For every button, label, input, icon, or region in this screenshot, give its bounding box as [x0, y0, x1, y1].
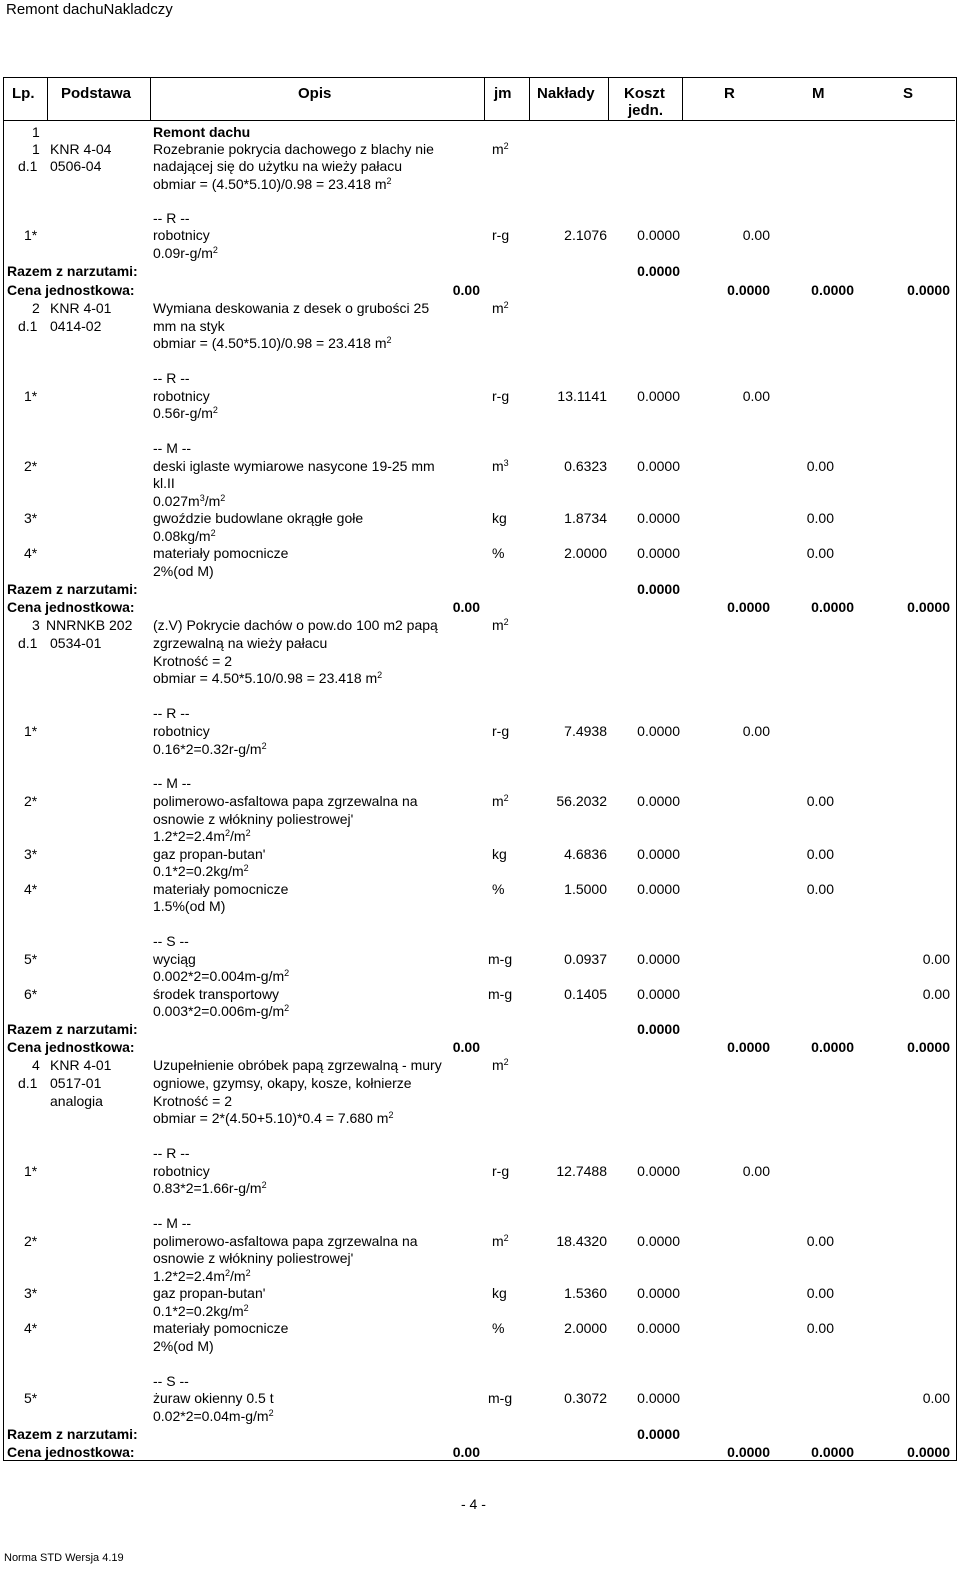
resource-jm: m-g: [488, 951, 513, 967]
razem-label: Razem z narzutami:: [7, 263, 138, 279]
m-group-label: -- M --: [153, 1215, 192, 1231]
position-3-lp2: d.1: [18, 635, 38, 651]
cena-m: 0.0000: [811, 282, 854, 298]
resource-jm: %: [492, 545, 505, 561]
cena-r: 0.0000: [727, 599, 770, 615]
position-1-base: KNR 4-04: [50, 141, 112, 157]
resource-jm: kg: [492, 510, 507, 526]
s-group-label: -- S --: [153, 1373, 189, 1389]
resource-price: 0.0000: [637, 388, 680, 404]
section-title: Remont dachu: [153, 124, 251, 140]
position-1-desc: Rozebranie pokrycia dachowego z blachy nie: [153, 141, 434, 157]
resource-price: 0.0000: [637, 1163, 680, 1179]
razem-value: 0.0000: [637, 1426, 680, 1442]
resource-price: 0.0000: [637, 846, 680, 862]
resource-price: 0.0000: [637, 793, 680, 809]
s-group-label: -- S --: [153, 933, 189, 949]
page-number: - 4 -: [461, 1496, 486, 1512]
position-3-desc: (z.V) Pokrycie dachów o pow.do 100 m2 papą: [153, 617, 438, 633]
position-3-base2: 0534-01: [50, 635, 102, 651]
resource-no: 6*: [24, 986, 38, 1002]
position-4-desc: Uzupełnienie obróbek papą zgrzewalną - mury: [153, 1057, 442, 1073]
cena-s: 0.0000: [907, 282, 950, 298]
header-koszt: Koszt: [624, 85, 665, 102]
position-4-obmiar: obmiar = 2*(4.50+5.10)*0.4 = 7.680 $m^2$: [153, 1110, 394, 1126]
resource-jm: r-g: [492, 1163, 510, 1179]
cena-value: 0.00: [452, 1039, 480, 1055]
resource-value-m: 0.00: [806, 846, 834, 862]
cena-label: Cena jednostkowa:: [7, 1039, 135, 1055]
cena-m: 0.0000: [811, 599, 854, 615]
resource-norm: $0.08kg/m^2$: [153, 528, 216, 544]
resource-norm: $0.16*2=0.32r-g/m^2$: [153, 741, 267, 757]
header-podstawa: Podstawa: [61, 85, 132, 102]
resource-norm: $0.003*2=0.006m-g/m^2$: [153, 1003, 290, 1019]
cena-value: 0.00: [452, 1444, 480, 1460]
cena-label: Cena jednostkowa:: [7, 282, 135, 298]
resource-jm: kg: [492, 846, 507, 862]
cena-m: 0.0000: [811, 1039, 854, 1055]
resource-price: 0.0000: [637, 227, 680, 243]
position-4-lp2: d.1: [18, 1075, 38, 1091]
section-number: 1: [32, 124, 40, 140]
resource-jm: $m^3$: [492, 458, 509, 474]
position-1-lp2: d.1: [18, 158, 38, 174]
resource-norm: $1.2*2=2.4m^2/m^2$: [153, 1268, 251, 1284]
resource-name: gaz propan-butan': [153, 1285, 266, 1301]
resource-no: 4*: [24, 545, 38, 561]
resource-qty: 13.1141: [557, 388, 607, 404]
resource-no: 4*: [24, 1320, 38, 1336]
resource-name: materiały pomocnicze: [153, 1320, 289, 1336]
razem-value: 0.0000: [637, 581, 680, 597]
resource-name: robotnicy: [153, 1163, 210, 1179]
position-4-krotnosc: Krotność = 2: [153, 1093, 232, 1109]
resource-value-m: 0.00: [806, 1285, 834, 1301]
position-3-desc2: zgrzewalną na wieży pałacu: [153, 635, 328, 651]
cena-value: 0.00: [452, 282, 480, 298]
position-3-krotnosc: Krotność = 2: [153, 653, 232, 669]
header-s: S: [903, 85, 914, 102]
resource-norm: $0.1*2=0.2kg/m^2$: [153, 863, 249, 879]
resource-no: 2*: [24, 793, 38, 809]
resource-price: 0.0000: [637, 986, 680, 1002]
resource-qty: 0.1405: [564, 986, 607, 1002]
header-r: R: [724, 85, 735, 102]
cena-m: 0.0000: [811, 1444, 854, 1460]
resource-no: 5*: [24, 951, 38, 967]
resource-norm: 2%(od M): [153, 563, 214, 579]
cena-s: 0.0000: [907, 1444, 950, 1460]
m-group-label: -- M --: [153, 440, 192, 456]
position-1-obmiar: obmiar = (4.50*5.10)/0.98 = 23.418 $m^2$: [153, 176, 392, 192]
resource-norm: $0.1*2=0.2kg/m^2$: [153, 1303, 249, 1319]
resource-name: materiały pomocnicze: [153, 545, 289, 561]
resource-price: 0.0000: [637, 1285, 680, 1301]
position-3-base: NNRNKB 202: [46, 617, 133, 633]
resource-jm: m-g: [488, 1390, 513, 1406]
position-1-base2: 0506-04: [50, 158, 102, 174]
position-4-base2: 0517-01: [50, 1075, 102, 1091]
resource-name: polimerowo-asfaltowa papa zgrzewalna na: [153, 1233, 418, 1249]
resource-norm: $0.83*2=1.66r-g/m^2$: [153, 1180, 267, 1196]
resource-name: polimerowo-asfaltowa papa zgrzewalna na: [153, 793, 418, 809]
resource-value-r: 0.00: [742, 388, 770, 404]
resource-no: 3*: [24, 846, 38, 862]
resource-norm: $0.56r-g/m^2$: [153, 405, 218, 421]
resource-price: 0.0000: [637, 458, 680, 474]
resource-value-m: 0.00: [806, 793, 834, 809]
resource-qty: 56.2032: [556, 793, 607, 809]
resource-norm: $0.027m^3/m^2$: [153, 493, 226, 509]
resource-jm: r-g: [492, 227, 510, 243]
resource-name: wyciąg: [153, 951, 196, 967]
resource-price: 0.0000: [637, 545, 680, 561]
resource-qty: 7.4938: [564, 723, 607, 739]
resource-name: środek transportowy: [153, 986, 280, 1002]
resource-price: 0.0000: [637, 510, 680, 526]
resource-norm: $1.2*2=2.4m^2/m^2$: [153, 828, 251, 844]
cena-label: Cena jednostkowa:: [7, 1444, 135, 1460]
razem-label: Razem z narzutami:: [7, 1021, 138, 1037]
razem-value: 0.0000: [637, 1021, 680, 1037]
resource-value-r: 0.00: [742, 227, 770, 243]
position-4-lp: 4: [32, 1057, 40, 1073]
position-4-desc2: ogniowe, gzymsy, okapy, kosze, kołnierze: [153, 1075, 412, 1091]
position-3-obmiar: obmiar = 4.50*5.10/0.98 = 23.418 $m^2$: [153, 670, 383, 686]
resource-name: gwoździe budowlane okrągłe gołe: [153, 510, 364, 526]
position-2-desc2: mm na styk: [153, 318, 225, 334]
resource-qty: 2.0000: [564, 545, 607, 561]
resource-norm: 2%(od M): [153, 1338, 214, 1354]
resource-price: 0.0000: [637, 1320, 680, 1336]
resource-no: 3*: [24, 1285, 38, 1301]
position-1-jm: $m^2$: [492, 141, 509, 157]
resource-jm: %: [492, 1320, 505, 1336]
position-2-lp: 2: [32, 300, 40, 316]
position-2-base2: 0414-02: [50, 318, 102, 334]
resource-no: 3*: [24, 510, 38, 526]
resource-name: żuraw okienny 0.5 t: [153, 1390, 274, 1406]
resource-jm: r-g: [492, 723, 510, 739]
resource-no: 1*: [24, 388, 38, 404]
position-3-lp: 3: [32, 617, 40, 633]
position-2-obmiar: obmiar = (4.50*5.10)/0.98 = 23.418 $m^2$: [153, 335, 392, 351]
resource-no: 2*: [24, 1233, 38, 1249]
razem-label: Razem z narzutami:: [7, 581, 138, 597]
header-opis: Opis: [298, 85, 332, 102]
resource-value-r: 0.00: [742, 723, 770, 739]
resource-value-r: 0.00: [742, 1163, 770, 1179]
header-naklady: Nakłady: [537, 85, 595, 102]
resource-no: 1*: [24, 1163, 38, 1179]
razem-label: Razem z narzutami:: [7, 1426, 138, 1442]
resource-price: 0.0000: [637, 881, 680, 897]
cena-r: 0.0000: [727, 1444, 770, 1460]
resource-qty: 0.0937: [564, 951, 607, 967]
resource-name2: osnowie z włókniny poliestrowej': [153, 1250, 354, 1266]
position-2-lp2: d.1: [18, 318, 38, 334]
resource-value-m: 0.00: [806, 881, 834, 897]
cena-r: 0.0000: [727, 282, 770, 298]
header-jm: jm: [494, 85, 512, 102]
resource-name2: kl.II: [153, 475, 175, 491]
resource-qty: 1.5360: [564, 1285, 607, 1301]
position-2-jm: $m^2$: [492, 300, 509, 316]
resource-value-m: 0.00: [806, 458, 834, 474]
resource-qty: 1.8734: [564, 510, 607, 526]
cena-r: 0.0000: [727, 1039, 770, 1055]
razem-value: 0.0000: [637, 263, 680, 279]
resource-value-s: 0.00: [922, 1390, 950, 1406]
resource-price: 0.0000: [637, 1390, 680, 1406]
resource-value-s: 0.00: [922, 951, 950, 967]
position-4-base3: analogia: [50, 1093, 103, 1109]
resource-jm: $m^2$: [492, 793, 509, 809]
resource-price: 0.0000: [637, 723, 680, 739]
position-2-desc: Wymiana deskowania z desek o grubości 25: [153, 300, 430, 316]
header-lp: Lp.: [12, 85, 35, 102]
resource-value-m: 0.00: [806, 1233, 834, 1249]
position-1-lp: 1: [32, 141, 40, 157]
resource-name: gaz propan-butan': [153, 846, 266, 862]
r-group-label: -- R --: [153, 1145, 190, 1161]
position-4-base: KNR 4-01: [50, 1057, 112, 1073]
header-koszt-jedn: jedn.: [628, 102, 664, 119]
position-4-jm: $m^2$: [492, 1057, 509, 1073]
resource-name: robotnicy: [153, 723, 210, 739]
resource-no: 5*: [24, 1390, 38, 1406]
resource-value-m: 0.00: [806, 1320, 834, 1336]
resource-qty: 12.7488: [556, 1163, 607, 1179]
resource-name: materiały pomocnicze: [153, 881, 289, 897]
resource-norm: $0.002*2=0.004m-g/m^2$: [153, 968, 290, 984]
resource-qty: 1.5000: [564, 881, 607, 897]
resource-qty: 18.4320: [556, 1233, 607, 1249]
resource-name: robotnicy: [153, 388, 210, 404]
document-title: Remont dachuNakladczy: [6, 1, 173, 18]
cena-label: Cena jednostkowa:: [7, 599, 135, 615]
resource-qty: 4.6836: [564, 846, 607, 862]
resource-qty: 0.6323: [564, 458, 607, 474]
resource-norm: 1.5%(od M): [153, 898, 226, 914]
resource-qty: 0.3072: [564, 1390, 607, 1406]
header-m: M: [812, 85, 825, 102]
m-group-label: -- M --: [153, 775, 192, 791]
resource-jm: m-g: [488, 986, 513, 1002]
resource-jm: kg: [492, 1285, 507, 1301]
resource-price: 0.0000: [637, 951, 680, 967]
resource-qty: 2.1076: [564, 227, 607, 243]
resource-value-s: 0.00: [922, 986, 950, 1002]
footer-version: Norma STD Wersja 4.19: [4, 1552, 124, 1564]
resource-qty: 2.0000: [564, 1320, 607, 1336]
r-group-label: -- R --: [153, 370, 190, 386]
position-3-jm: $m^2$: [492, 617, 509, 633]
cena-value: 0.00: [452, 599, 480, 615]
resource-value-m: 0.00: [806, 510, 834, 526]
r-group-label: -- R --: [153, 705, 190, 721]
resource-value-m: 0.00: [806, 545, 834, 561]
position-2-base: KNR 4-01: [50, 300, 112, 316]
resource-name: deski iglaste wymiarowe nasycone 19-25 mm: [153, 458, 435, 474]
resource-no: 2*: [24, 458, 38, 474]
resource-norm: $0.02*2=0.04m-g/m^2$: [153, 1408, 274, 1424]
resource-jm: $m^2$: [492, 1233, 509, 1249]
resource-name: robotnicy: [153, 227, 210, 243]
resource-no: 1*: [24, 723, 38, 739]
resource-jm: r-g: [492, 388, 510, 404]
position-1-desc2: nadającej się do użytku na wieży pałacu: [153, 158, 403, 174]
resource-norm: $0.09r-g/m^2$: [153, 245, 218, 261]
cena-s: 0.0000: [907, 1039, 950, 1055]
resource-price: 0.0000: [637, 1233, 680, 1249]
resource-jm: %: [492, 881, 505, 897]
resource-no: 4*: [24, 881, 38, 897]
r-group-label: -- R --: [153, 210, 190, 226]
resource-name2: osnowie z włókniny poliestrowej': [153, 811, 354, 827]
cena-s: 0.0000: [907, 599, 950, 615]
resource-no: 1*: [24, 227, 38, 243]
